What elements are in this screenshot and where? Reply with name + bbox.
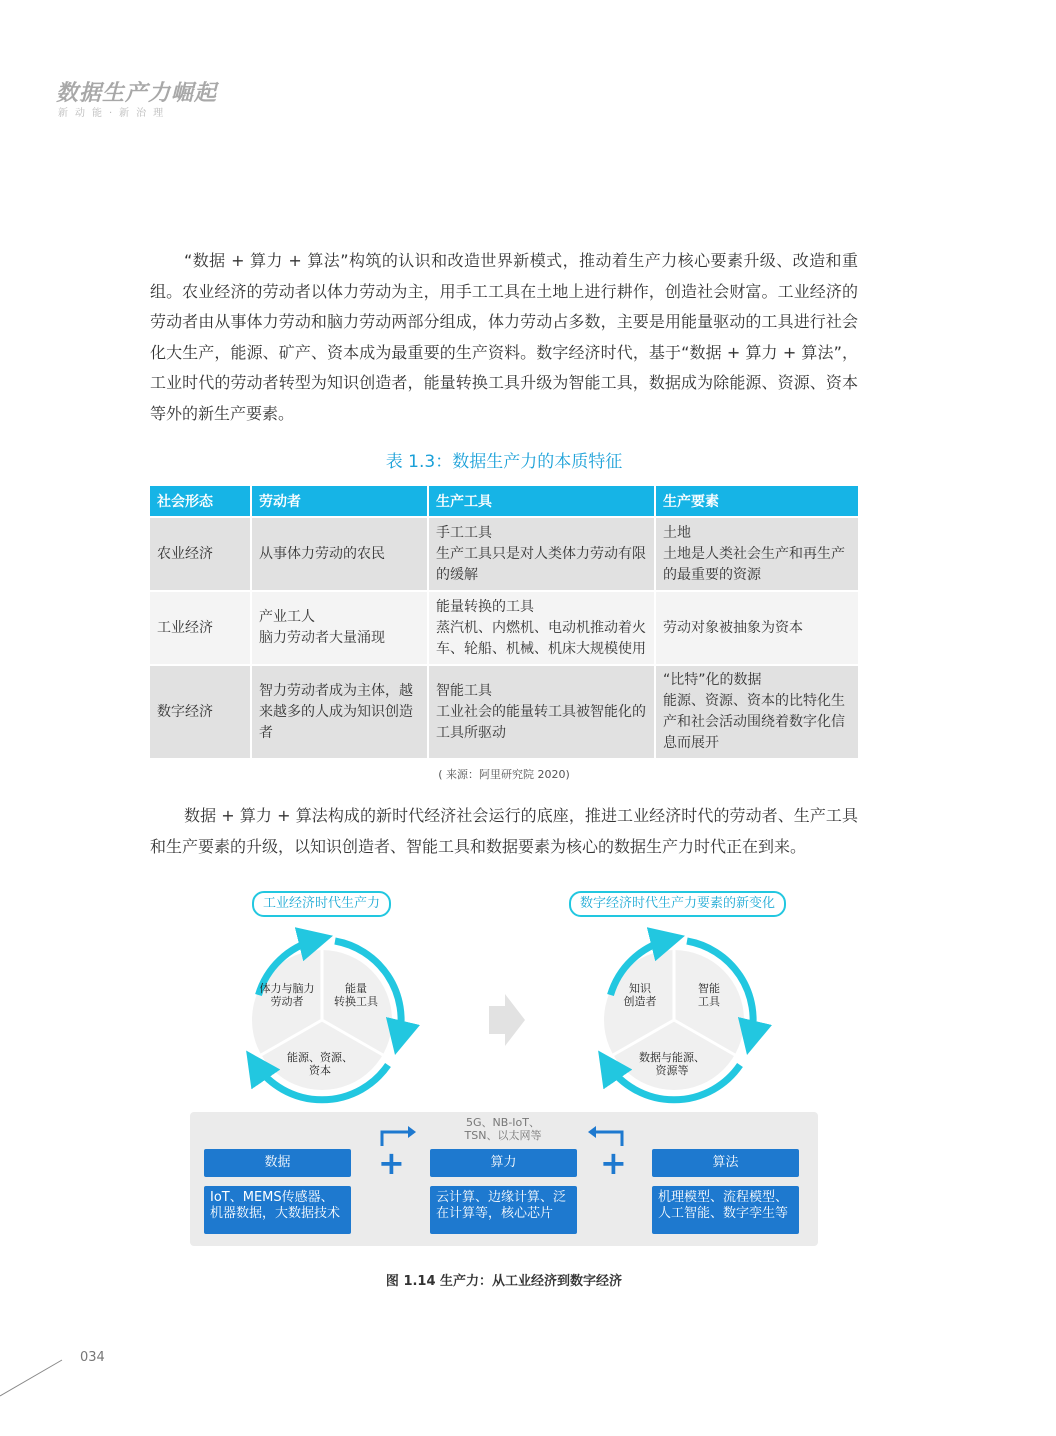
cell-line: 蒸汽机、内燃机、电动机推动着火车、轮船、机械、机床大规模使用 [436,619,646,657]
cell-labor [251,591,428,665]
cell-labor [251,517,428,591]
desc-computing: 云计算、边缘计算、泛在计算等，核心芯片 [430,1186,577,1234]
segment-label-energy-tools [316,982,396,1008]
page-corner-line [0,1358,70,1398]
segment-label-resources [280,1051,360,1077]
book-subtitle: 新动能·新治理 [58,108,171,119]
cell-form: 农业经济 [150,517,251,591]
header-factors: 生产要素 [655,486,858,517]
header-tools: 生产工具 [428,486,655,517]
cell-line: 脑力劳动者大量涌现 [259,630,385,646]
transition-arrow-icon [489,994,525,1046]
cell-line: 从事体力劳动的农民 [259,545,385,562]
figure-caption: 图 1.14 生产力：从工业经济到数字经济 [385,1274,623,1289]
segment-label-knowledge-creators [600,982,680,1008]
plus-icon: + [600,1144,627,1182]
cell-form: 数字经济 [150,665,251,758]
category-algorithm: 算法 [652,1149,799,1177]
cell-line: 生产工具只是对人类体力劳动有限的缓解 [436,545,646,583]
network-text: 5G、NB-IoT、 TSN、以太网等 [464,1116,542,1142]
table-caption: 表 1.3：数据生产力的本质特征 [385,452,623,472]
plus-icon: + [378,1144,405,1182]
cell-tools [428,591,655,665]
cell-tools [428,665,655,758]
cell-line: 产业工人 [259,609,315,625]
header-laborer: 劳动者 [251,486,428,517]
cell-line: 智力劳动者成为主体，越来越多的人成为知识创造者 [259,682,413,741]
body-paragraph-2: 数据 + 算力 + 算法构成的新时代经济社会运行的底座，推进工业经济时代的劳动者、生产工具和生产要素的升级，以知识创造者、智能工具和数据要素为核心的数据生产力时代正在到来。 [150,806,858,856]
essence-table [150,486,858,758]
digital-era-title: 数字经济时代生产力要素的新变化 [569,891,786,917]
page-number: 034 [80,1350,105,1365]
table-row [150,591,858,665]
cell-line: “比特”化的数据 [663,672,762,688]
header-social-form: 社会形态 [150,486,251,517]
book-title: 数据生产力崛起 [56,81,218,106]
cell-line: 手工工具 [436,524,492,541]
cell-factors [655,517,858,591]
table-header-row [150,486,858,517]
segment-text: 体力与脑力 劳动者 [259,982,315,1008]
segment-text: 数据与能源、 资源等 [639,1051,705,1077]
table-source: ( 来源：阿里研究院 2020) [438,768,570,781]
cell-line: 土地 [663,524,691,541]
cell-factors [655,665,858,758]
segment-label-data-resources [632,1051,712,1077]
table-row [150,517,858,591]
segment-label-laborers [247,982,327,1008]
segment-text: 能源、资源、 资本 [287,1051,353,1077]
category-data: 数据 [204,1149,351,1177]
desc-algorithm: 机理模型、流程模型、人工智能、数字孪生等 [652,1186,799,1234]
category-computing: 算力 [430,1149,577,1177]
table-row [150,665,858,758]
segment-text: 知识 创造者 [623,982,657,1008]
cell-line: 能量转换的工具 [436,598,534,615]
cell-labor [251,665,428,758]
cell-line: 能源、资源、资本的比特化生产和社会活动围绕着数字化信息而展开 [663,693,845,751]
cell-form: 工业经济 [150,591,251,665]
cell-factors [655,591,858,665]
segment-label-smart-tools [669,982,749,1008]
industrial-era-title: 工业经济时代生产力 [252,891,391,917]
desc-data: IoT、MEMS传感器、机器数据，大数据技术 [204,1186,351,1234]
cell-tools [428,517,655,591]
cell-line: 土地是人类社会生产和再生产的最重要的资源 [663,545,845,583]
cell-line: 工业社会的能量转工具被智能化的工具所驱动 [436,703,646,741]
network-label [430,1116,576,1142]
cell-line: 智能工具 [436,682,492,699]
cell-line: 劳动对象被抽象为资本 [663,619,803,636]
segment-text: 智能 工具 [698,982,720,1008]
body-paragraph-1: “数据 + 算力 + 算法”构筑的认识和改造世界新模式，推动着生产力核心要素升级、改造和重组。农业经济的劳动者以体力劳动为主，用手工工具在土地上进行耕作，创造社会财富。工业经济的劳动者由从事体力劳动和脑力劳动两部分组成，体力劳动占多数，主要是用能量驱动的工具进行社会化大生产，能源、矿产、资本成为最重要的生产资料。数字经济时代，基于“数据 + 算力 + 算法”，工业时代的劳动者转型为知识创造者，能量转换工具升级为智能工具，数据成为除能源、资源、资本等外的新生产要素。 [150,251,858,423]
segment-text: 能量 转换工具 [334,982,378,1008]
